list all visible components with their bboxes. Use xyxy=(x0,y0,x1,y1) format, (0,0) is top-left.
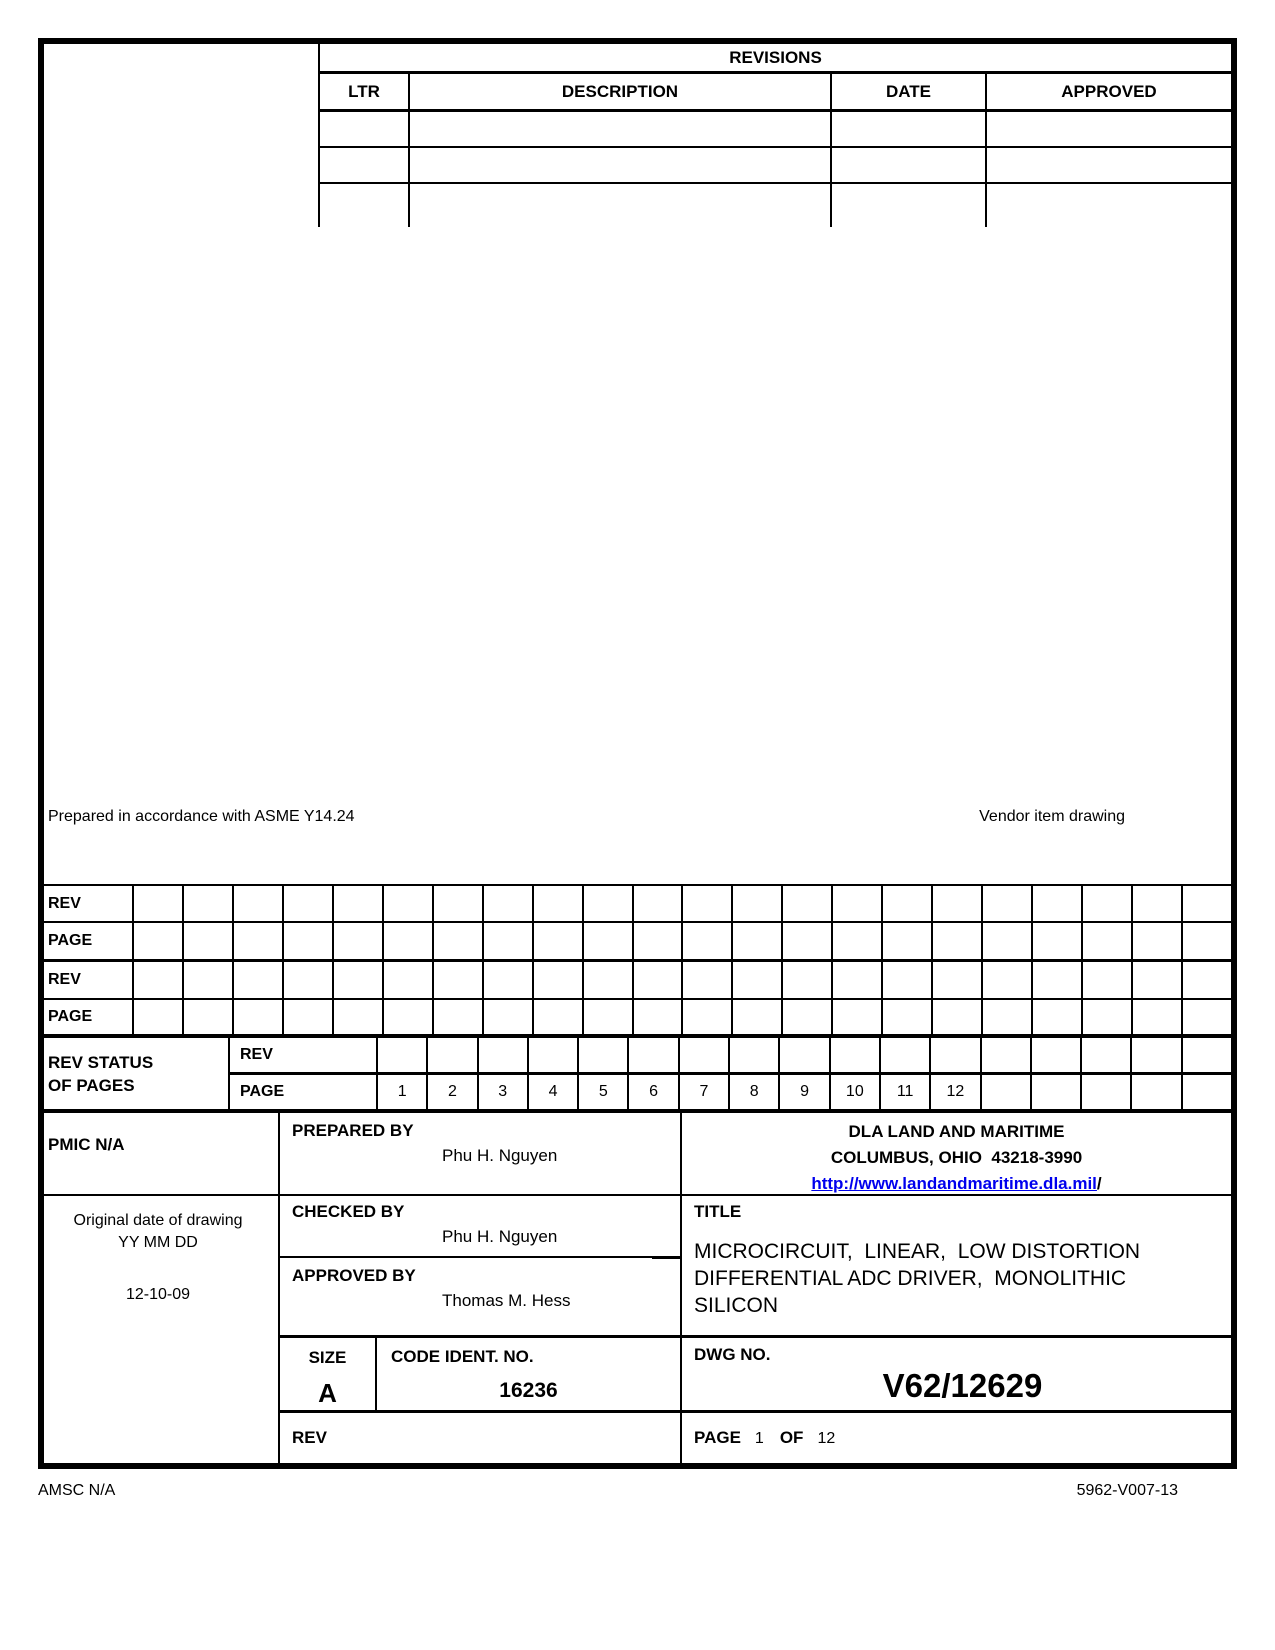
grid-cell xyxy=(1183,962,1231,998)
standards-note-row xyxy=(48,808,1125,826)
original-date-format: YY MM DD xyxy=(118,1234,198,1251)
grid-cell xyxy=(284,1000,334,1034)
revisions-header-row xyxy=(320,74,1231,112)
grid-cell xyxy=(634,1000,684,1034)
rev-status-cell xyxy=(1032,1038,1082,1072)
approved-by-name: Thomas M. Hess xyxy=(442,1291,571,1310)
grid-cell xyxy=(634,962,684,998)
page-number-cell: 11 xyxy=(881,1075,931,1109)
grid-cell xyxy=(484,962,534,998)
grid-cell xyxy=(434,923,484,959)
grid-cell xyxy=(1033,923,1083,959)
grid-cell xyxy=(833,962,883,998)
approved-by-cell xyxy=(280,1258,682,1338)
revisions-empty-row xyxy=(320,148,1231,184)
grid-cell xyxy=(683,962,733,998)
original-date-cell xyxy=(38,1196,280,1463)
agency-address: COLUMBUS, OHIO 43218-3990 xyxy=(830,1148,1083,1167)
grid-cell xyxy=(334,962,384,998)
grid-cell xyxy=(1033,886,1083,921)
rev-status-cell xyxy=(1183,1075,1231,1109)
grid-cell xyxy=(584,1000,634,1034)
page-number-cell: 7 xyxy=(680,1075,730,1109)
grid-cell xyxy=(134,1000,184,1034)
grid-cell xyxy=(733,962,783,998)
code-ident-value: 16236 xyxy=(499,1379,558,1402)
grid-cell xyxy=(1133,886,1183,921)
dwg-no-cell xyxy=(682,1338,1231,1413)
grid-cell xyxy=(983,886,1033,921)
grid-cell xyxy=(1133,1000,1183,1034)
revisions-col-ltr: LTR xyxy=(320,74,410,109)
grid-cell xyxy=(384,886,434,921)
grid-cell xyxy=(1133,962,1183,998)
footer-page-cell xyxy=(682,1413,1231,1463)
rev-status-cell xyxy=(680,1038,730,1072)
grid-row-label: REV xyxy=(38,886,134,921)
vendor-item-drawing-note: Vendor item drawing xyxy=(979,808,1125,825)
grid-cell xyxy=(234,886,284,921)
grid-cell xyxy=(833,1000,883,1034)
grid-cell xyxy=(1083,962,1133,998)
original-date-value: 12-10-09 xyxy=(125,1286,191,1303)
grid-cell xyxy=(184,1000,234,1034)
grid-cell xyxy=(733,923,783,959)
checked-by-label: CHECKED BY xyxy=(292,1202,405,1221)
revisions-col-date: DATE xyxy=(832,74,987,109)
grid-cell xyxy=(184,962,234,998)
grid-cell xyxy=(833,923,883,959)
grid-cell xyxy=(733,1000,783,1034)
checked-by-name: Phu H. Nguyen xyxy=(442,1227,558,1246)
grid-cell xyxy=(883,962,933,998)
grid-cell xyxy=(534,923,584,959)
size-label: SIZE xyxy=(308,1348,347,1367)
grid-page-row xyxy=(38,923,1231,962)
page-label: PAGE xyxy=(694,1428,741,1447)
prepared-by-cell xyxy=(280,1113,682,1196)
grid-cell xyxy=(634,923,684,959)
of-label: OF xyxy=(779,1428,804,1447)
revisions-table-title: REVISIONS xyxy=(320,44,1231,74)
grid-cell xyxy=(534,886,584,921)
grid-cell xyxy=(983,923,1033,959)
grid-cell xyxy=(733,886,783,921)
page-number-cell: 1 xyxy=(378,1075,428,1109)
grid-cell xyxy=(184,923,234,959)
grid-cell xyxy=(683,1000,733,1034)
grid-rev-row xyxy=(38,962,1231,1000)
grid-cell xyxy=(883,1000,933,1034)
agency-name: DLA LAND AND MARITIME xyxy=(848,1122,1065,1141)
rev-page-grid xyxy=(38,884,1231,1038)
prepared-by-name: Phu H. Nguyen xyxy=(442,1146,558,1165)
rev-status-cell xyxy=(629,1038,679,1072)
grid-cell xyxy=(334,1000,384,1034)
size-cell xyxy=(280,1338,377,1413)
grid-cell xyxy=(384,923,434,959)
pmic-cell: PMIC N/A xyxy=(38,1113,280,1196)
title-block-area xyxy=(38,1113,1231,1463)
grid-cell xyxy=(783,923,833,959)
rev-status-cell xyxy=(378,1038,428,1072)
grid-cell xyxy=(284,886,334,921)
rev-status-cell xyxy=(1082,1038,1132,1072)
rev-status-cell xyxy=(1032,1075,1082,1109)
grid-page-row xyxy=(38,1000,1231,1038)
footer-rev-cell: REV xyxy=(280,1413,682,1463)
page-number-cell: 3 xyxy=(479,1075,529,1109)
grid-cell xyxy=(134,962,184,998)
grid-cell xyxy=(584,886,634,921)
rev-status-page-row xyxy=(230,1075,1231,1109)
dwg-no-label: DWG NO. xyxy=(694,1345,771,1364)
dwg-no-value: V62/12629 xyxy=(882,1367,1043,1404)
grid-cell xyxy=(384,962,434,998)
amsc-note: AMSC N/A xyxy=(38,1482,116,1499)
rev-status-page-label: PAGE xyxy=(230,1075,378,1109)
grid-cell xyxy=(484,923,534,959)
drawing-title: MICROCIRCUIT, LINEAR, LOW DISTORTION DIFFERENTIAL ADC DRIVER, MONOLITHIC SILICON xyxy=(694,1240,1141,1317)
agency-cell xyxy=(682,1113,1231,1196)
rev-status-label: REV STATUS OF PAGES xyxy=(38,1038,230,1109)
document-number: 5962-V007-13 xyxy=(1076,1482,1178,1499)
rev-status-cell xyxy=(1082,1075,1132,1109)
grid-cell xyxy=(1183,923,1231,959)
revisions-col-description: DESCRIPTION xyxy=(410,74,832,109)
rev-status-of-pages xyxy=(38,1038,1231,1113)
rev-status-cell xyxy=(1183,1038,1231,1072)
grid-rev-row xyxy=(38,886,1231,923)
grid-row-label: PAGE xyxy=(38,1000,134,1034)
revisions-col-approved: APPROVED xyxy=(1061,81,1157,101)
revisions-empty-row xyxy=(320,184,1231,227)
grid-cell xyxy=(983,1000,1033,1034)
page-current: 1 xyxy=(754,1430,764,1447)
page-number-cell: 8 xyxy=(730,1075,780,1109)
rev-status-cell xyxy=(579,1038,629,1072)
asme-note: Prepared in accordance with ASME Y14.24 xyxy=(48,808,355,825)
rev-status-cell xyxy=(982,1038,1032,1072)
checked-by-cell xyxy=(280,1196,682,1258)
grid-cell xyxy=(134,923,184,959)
grid-cell xyxy=(534,962,584,998)
title-cell xyxy=(682,1196,1231,1338)
agency-url-suffix: / xyxy=(1096,1174,1102,1193)
grid-cell xyxy=(234,923,284,959)
grid-cell xyxy=(434,886,484,921)
code-ident-label: CODE IDENT. NO. xyxy=(391,1347,534,1366)
rev-status-cell xyxy=(881,1038,931,1072)
grid-cell xyxy=(783,962,833,998)
grid-cell xyxy=(933,962,983,998)
grid-cell xyxy=(683,923,733,959)
rev-status-rev-row xyxy=(230,1038,1231,1075)
grid-cell xyxy=(634,886,684,921)
grid-cell xyxy=(1033,962,1083,998)
grid-cell xyxy=(933,886,983,921)
rev-status-cell xyxy=(479,1038,529,1072)
grid-cell xyxy=(434,962,484,998)
grid-cell xyxy=(484,1000,534,1034)
grid-cell xyxy=(1183,1000,1231,1034)
title-label: TITLE xyxy=(694,1202,742,1221)
grid-cell xyxy=(184,886,234,921)
page-number-cell: 9 xyxy=(780,1075,830,1109)
rev-status-cell xyxy=(931,1038,981,1072)
grid-cell xyxy=(434,1000,484,1034)
grid-cell xyxy=(134,886,184,921)
original-date-label: Original date of drawing xyxy=(73,1212,243,1229)
grid-cell xyxy=(883,923,933,959)
grid-cell xyxy=(1083,923,1133,959)
rev-status-cell xyxy=(780,1038,830,1072)
grid-cell xyxy=(384,1000,434,1034)
grid-row-label: REV xyxy=(38,962,134,998)
grid-cell xyxy=(584,923,634,959)
page-footer xyxy=(38,1482,1178,1500)
grid-cell xyxy=(1083,886,1133,921)
page-number-cell: 4 xyxy=(529,1075,579,1109)
page-number-cell: 2 xyxy=(428,1075,478,1109)
grid-cell xyxy=(1083,1000,1133,1034)
grid-cell xyxy=(534,1000,584,1034)
prepared-by-label: PREPARED BY xyxy=(292,1121,414,1140)
code-ident-cell xyxy=(377,1338,682,1413)
grid-cell xyxy=(883,886,933,921)
grid-cell xyxy=(1133,923,1183,959)
rev-status-cell xyxy=(428,1038,478,1072)
grid-cell xyxy=(933,1000,983,1034)
rev-status-cell xyxy=(529,1038,579,1072)
grid-cell xyxy=(783,1000,833,1034)
rev-status-cell xyxy=(1132,1075,1182,1109)
page-number-cell: 6 xyxy=(629,1075,679,1109)
grid-cell xyxy=(1183,886,1231,921)
grid-row-label: PAGE xyxy=(38,923,134,959)
rev-status-cell xyxy=(982,1075,1032,1109)
size-value: A xyxy=(318,1378,337,1408)
agency-url-link[interactable]: http://www.landandmaritime.dla.mil xyxy=(811,1174,1097,1193)
rev-status-cell xyxy=(730,1038,780,1072)
grid-cell xyxy=(284,962,334,998)
rev-status-cell xyxy=(1132,1038,1182,1072)
grid-cell xyxy=(234,962,284,998)
page-number-cell: 12 xyxy=(931,1075,981,1109)
grid-cell xyxy=(1033,1000,1083,1034)
revisions-table xyxy=(318,44,1231,227)
revisions-empty-row xyxy=(320,112,1231,148)
grid-cell xyxy=(334,923,384,959)
rev-status-rev-label: REV xyxy=(230,1038,378,1072)
grid-cell xyxy=(234,1000,284,1034)
grid-cell xyxy=(334,886,384,921)
title-block-connector-line xyxy=(652,1256,682,1259)
grid-cell xyxy=(484,886,534,921)
agency-url-line xyxy=(682,1171,1231,1197)
grid-cell xyxy=(933,923,983,959)
grid-cell xyxy=(783,886,833,921)
page-total: 12 xyxy=(817,1430,836,1447)
grid-cell xyxy=(833,886,883,921)
rev-status-cell xyxy=(831,1038,881,1072)
grid-cell xyxy=(983,962,1033,998)
grid-cell xyxy=(584,962,634,998)
page-number-cell: 5 xyxy=(579,1075,629,1109)
approved-by-label: APPROVED BY xyxy=(292,1266,416,1285)
grid-cell xyxy=(683,886,733,921)
grid-cell xyxy=(284,923,334,959)
page-number-cell: 10 xyxy=(831,1075,881,1109)
